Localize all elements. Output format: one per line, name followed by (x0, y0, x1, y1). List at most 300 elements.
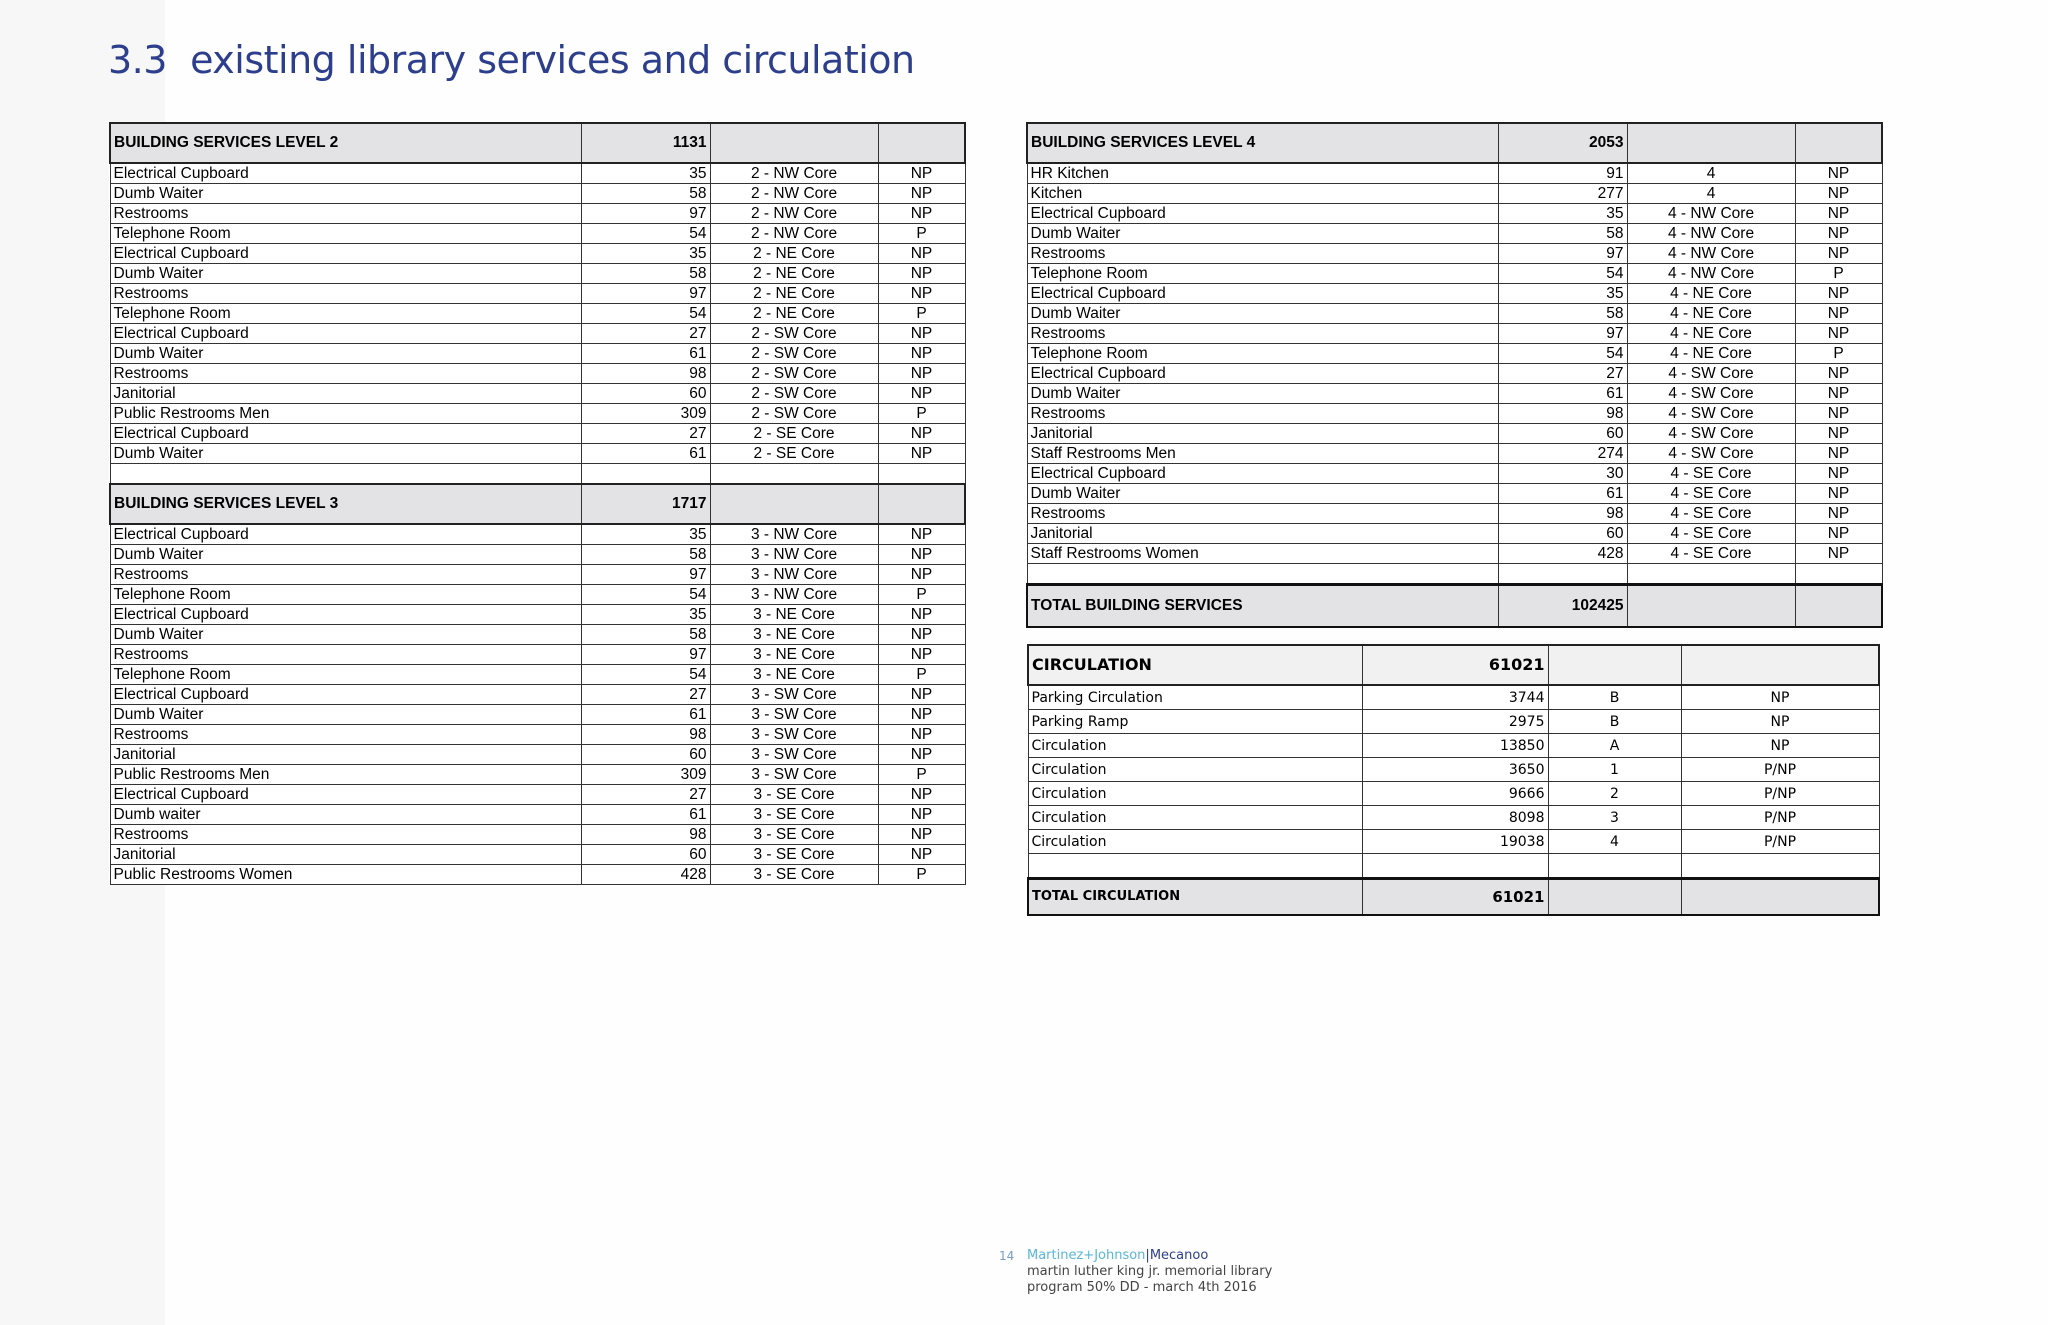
space-type: NP (1681, 685, 1879, 710)
table-row (110, 364, 965, 384)
table-row (1027, 224, 1882, 244)
space-type: NP (1795, 284, 1882, 304)
space-area: 61 (581, 344, 710, 364)
space-location: 4 - NE Core (1627, 344, 1795, 364)
space-location: B (1548, 685, 1681, 710)
space-name: Janitorial (110, 384, 581, 404)
empty-cell (1028, 854, 1362, 879)
space-name: Dumb Waiter (110, 264, 581, 284)
space-type: P (878, 765, 965, 785)
table-row (110, 685, 965, 705)
space-location: 3 - NE Core (710, 605, 878, 625)
space-type: NP (878, 324, 965, 344)
space-name: Dumb waiter (110, 805, 581, 825)
space-name: Restrooms (1027, 324, 1498, 344)
header-empty-cell (710, 123, 878, 163)
section-header-total: 1717 (581, 484, 710, 524)
space-name: Electrical Cupboard (1027, 364, 1498, 384)
space-location: 2 - NW Core (710, 163, 878, 184)
space-area: 35 (1498, 204, 1627, 224)
space-type: NP (1795, 244, 1882, 264)
space-name: Dumb Waiter (110, 705, 581, 725)
space-area: 60 (1498, 524, 1627, 544)
space-location: 3 - NW Core (710, 565, 878, 585)
space-location: 4 - NW Core (1627, 204, 1795, 224)
space-area: 61 (1498, 384, 1627, 404)
space-name: Staff Restrooms Men (1027, 444, 1498, 464)
blank-row (110, 464, 965, 485)
space-area: 91 (1498, 163, 1627, 184)
space-type: NP (1795, 324, 1882, 344)
space-type: NP (878, 725, 965, 745)
space-type: NP (878, 785, 965, 805)
section-header-row (1028, 645, 1879, 685)
empty-cell (581, 464, 710, 485)
empty-cell (1795, 564, 1882, 585)
total-value: 61021 (1362, 879, 1548, 916)
table-row (1027, 524, 1882, 544)
table-row (1027, 163, 1882, 184)
table-row (1028, 782, 1879, 806)
space-area: 58 (581, 184, 710, 204)
table-row (1027, 244, 1882, 264)
section-header-total: 61021 (1362, 645, 1548, 685)
space-type: NP (1795, 364, 1882, 384)
space-name: Circulation (1028, 782, 1362, 806)
space-name: Dumb Waiter (110, 545, 581, 565)
space-location: 3 - SE Core (710, 785, 878, 805)
empty-cell (1362, 854, 1548, 879)
space-name: Restrooms (110, 364, 581, 384)
space-area: 58 (1498, 304, 1627, 324)
building-services-left-body (110, 123, 965, 885)
circulation-body (1028, 645, 1879, 915)
table-row (110, 184, 965, 204)
space-name: Electrical Cupboard (110, 324, 581, 344)
space-area: 54 (581, 665, 710, 685)
space-location: 3 - SE Core (710, 805, 878, 825)
circulation-table (1027, 644, 1880, 916)
empty-cell (1498, 564, 1627, 585)
space-location: 4 - SW Core (1627, 444, 1795, 464)
space-type: NP (1795, 404, 1882, 424)
space-type: NP (878, 444, 965, 464)
table-row (1028, 710, 1879, 734)
space-area: 54 (1498, 264, 1627, 284)
space-area: 35 (581, 605, 710, 625)
space-location: 4 - SE Core (1627, 464, 1795, 484)
space-type: NP (1681, 710, 1879, 734)
space-type: NP (1795, 424, 1882, 444)
space-type: NP (878, 565, 965, 585)
space-name: Public Restrooms Women (110, 865, 581, 885)
space-area: 61 (581, 444, 710, 464)
table-row (110, 725, 965, 745)
space-area: 58 (581, 625, 710, 645)
space-location: 4 - NE Core (1627, 284, 1795, 304)
space-area: 27 (581, 424, 710, 444)
table-row (110, 524, 965, 545)
table-row (110, 765, 965, 785)
space-location: 2 - SW Core (710, 344, 878, 364)
empty-cell (1681, 854, 1879, 879)
space-location: 4 (1627, 163, 1795, 184)
table-row (110, 384, 965, 404)
total-empty-cell (1627, 585, 1795, 628)
building-services-left-table (109, 122, 966, 885)
space-area: 97 (581, 645, 710, 665)
space-area: 61 (581, 805, 710, 825)
space-area: 58 (581, 264, 710, 284)
space-area: 35 (581, 163, 710, 184)
space-location: 4 - SE Core (1627, 504, 1795, 524)
table-row (1027, 264, 1882, 284)
space-location: 4 - NE Core (1627, 324, 1795, 344)
table-row (110, 665, 965, 685)
space-name: Dumb Waiter (1027, 304, 1498, 324)
space-area: 54 (1498, 344, 1627, 364)
space-name: Circulation (1028, 734, 1362, 758)
space-location: 4 - SW Core (1627, 404, 1795, 424)
total-row (1027, 585, 1882, 628)
space-area: 97 (581, 284, 710, 304)
space-area: 98 (1498, 404, 1627, 424)
header-empty-cell (1795, 123, 1882, 163)
space-type: P (878, 665, 965, 685)
space-type: P/NP (1681, 782, 1879, 806)
space-name: Telephone Room (110, 665, 581, 685)
table-row (1027, 504, 1882, 524)
space-area: 8098 (1362, 806, 1548, 830)
table-row (1027, 484, 1882, 504)
space-type: NP (1681, 734, 1879, 758)
space-location: 2 - SW Core (710, 364, 878, 384)
space-name: Public Restrooms Men (110, 765, 581, 785)
section-header-total: 2053 (1498, 123, 1627, 163)
table-row (1027, 364, 1882, 384)
table-row (1027, 304, 1882, 324)
space-area: 35 (1498, 284, 1627, 304)
space-location: 3 - SW Core (710, 725, 878, 745)
space-location: 3 (1548, 806, 1681, 830)
brand-separator: | (1145, 1248, 1150, 1263)
space-area: 27 (581, 324, 710, 344)
space-type: NP (878, 264, 965, 284)
space-name: Electrical Cupboard (110, 424, 581, 444)
table-row (110, 545, 965, 565)
space-name: Dumb Waiter (1027, 224, 1498, 244)
space-location: 2 - NE Core (710, 244, 878, 264)
space-location: 3 - NW Core (710, 545, 878, 565)
space-area: 98 (581, 364, 710, 384)
table-row (1027, 424, 1882, 444)
table-row (110, 625, 965, 645)
space-name: Telephone Room (110, 585, 581, 605)
table-row (1028, 685, 1879, 710)
space-type: NP (1795, 484, 1882, 504)
space-type: NP (878, 805, 965, 825)
space-area: 428 (581, 865, 710, 885)
space-location: 2 - SW Core (710, 324, 878, 344)
table-row (1028, 734, 1879, 758)
space-location: 3 - SW Core (710, 745, 878, 765)
space-name: Restrooms (1027, 404, 1498, 424)
building-services-right-body (1027, 123, 1882, 627)
space-name: Electrical Cupboard (1027, 204, 1498, 224)
total-value: 102425 (1498, 585, 1627, 628)
empty-cell (110, 464, 581, 485)
section-header-total: 1131 (581, 123, 710, 163)
space-area: 19038 (1362, 830, 1548, 854)
space-type: NP (1795, 184, 1882, 204)
space-area: 35 (581, 244, 710, 264)
header-empty-cell (878, 484, 965, 524)
space-name: Dumb Waiter (110, 444, 581, 464)
space-name: Circulation (1028, 806, 1362, 830)
table-row (110, 605, 965, 625)
table-row (110, 444, 965, 464)
table-row (1027, 344, 1882, 364)
table-row (110, 785, 965, 805)
table-row (110, 805, 965, 825)
space-name: Circulation (1028, 758, 1362, 782)
header-empty-cell (1681, 645, 1879, 685)
space-type: P (1795, 344, 1882, 364)
table-row (110, 404, 965, 424)
space-area: 61 (581, 705, 710, 725)
space-area: 309 (581, 765, 710, 785)
space-type: NP (878, 364, 965, 384)
table-row (110, 224, 965, 244)
space-type: P (878, 865, 965, 885)
space-location: 4 - SW Core (1627, 364, 1795, 384)
space-location: B (1548, 710, 1681, 734)
table-row (1028, 758, 1879, 782)
space-type: NP (1795, 464, 1882, 484)
space-area: 27 (1498, 364, 1627, 384)
total-empty-cell (1548, 879, 1681, 916)
space-type: P (878, 404, 965, 424)
space-name: Electrical Cupboard (110, 524, 581, 545)
space-type: NP (878, 284, 965, 304)
table-row (110, 705, 965, 725)
space-area: 277 (1498, 184, 1627, 204)
space-type: P (878, 224, 965, 244)
space-name: HR Kitchen (1027, 163, 1498, 184)
space-area: 58 (1498, 224, 1627, 244)
space-name: Dumb Waiter (110, 344, 581, 364)
space-type: P/NP (1681, 830, 1879, 854)
space-name: Electrical Cupboard (110, 163, 581, 184)
space-name: Restrooms (110, 565, 581, 585)
space-type: NP (878, 184, 965, 204)
space-location: 3 - SW Core (710, 765, 878, 785)
space-area: 97 (1498, 244, 1627, 264)
space-area: 98 (581, 725, 710, 745)
space-type: NP (878, 244, 965, 264)
total-label: TOTAL BUILDING SERVICES (1027, 585, 1498, 628)
table-row (110, 304, 965, 324)
space-name: Telephone Room (110, 304, 581, 324)
space-type: NP (1795, 384, 1882, 404)
table-row (1027, 204, 1882, 224)
total-row (1028, 879, 1879, 916)
space-name: Parking Ramp (1028, 710, 1362, 734)
firm-name-a: Martinez+Johnson (1027, 1248, 1146, 1263)
table-row (1027, 184, 1882, 204)
space-location: 3 - NW Core (710, 524, 878, 545)
space-type: P/NP (1681, 806, 1879, 830)
space-area: 54 (581, 224, 710, 244)
space-type: P (878, 304, 965, 324)
header-empty-cell (1627, 123, 1795, 163)
space-name: Janitorial (110, 845, 581, 865)
empty-cell (1027, 564, 1498, 585)
space-name: Restrooms (110, 284, 581, 304)
table-row (110, 244, 965, 264)
space-area: 97 (1498, 324, 1627, 344)
space-location: 3 - SE Core (710, 845, 878, 865)
space-type: NP (878, 685, 965, 705)
header-empty-cell (1548, 645, 1681, 685)
table-row (110, 324, 965, 344)
footer-brand (1027, 1248, 1272, 1264)
space-location: 3 - SW Core (710, 705, 878, 725)
space-type: NP (878, 424, 965, 444)
space-type: NP (878, 845, 965, 865)
space-name: Circulation (1028, 830, 1362, 854)
space-type: P/NP (1681, 758, 1879, 782)
section-header-label: BUILDING SERVICES LEVEL 4 (1027, 123, 1498, 163)
space-area: 13850 (1362, 734, 1548, 758)
space-area: 98 (1498, 504, 1627, 524)
table-row (1028, 830, 1879, 854)
space-location: 3 - SW Core (710, 685, 878, 705)
footer-document: program 50% DD - march 4th 2016 (1027, 1280, 1257, 1295)
space-area: 98 (581, 825, 710, 845)
space-location: 4 - NW Core (1627, 244, 1795, 264)
space-name: Dumb Waiter (110, 184, 581, 204)
total-empty-cell (1795, 585, 1882, 628)
table-row (110, 163, 965, 184)
space-location: 2 - SE Core (710, 424, 878, 444)
header-empty-cell (878, 123, 965, 163)
space-type: NP (878, 204, 965, 224)
space-type: NP (1795, 224, 1882, 244)
space-type: NP (878, 705, 965, 725)
space-name: Dumb Waiter (110, 625, 581, 645)
space-type: NP (1795, 204, 1882, 224)
space-area: 27 (581, 785, 710, 805)
space-type: NP (1795, 544, 1882, 564)
space-location: 2 - SW Core (710, 404, 878, 424)
space-name: Telephone Room (1027, 344, 1498, 364)
space-area: 97 (581, 565, 710, 585)
space-location: 4 - SE Core (1627, 484, 1795, 504)
space-name: Restrooms (1027, 244, 1498, 264)
table-row (110, 585, 965, 605)
space-type: NP (878, 344, 965, 364)
section-header-row (110, 484, 965, 524)
space-name: Electrical Cupboard (1027, 284, 1498, 304)
space-area: 9666 (1362, 782, 1548, 806)
space-type: NP (878, 545, 965, 565)
table-row (1027, 384, 1882, 404)
space-location: 4 - SE Core (1627, 524, 1795, 544)
space-location: 3 - NE Core (710, 645, 878, 665)
table-row (1028, 806, 1879, 830)
section-header-label: CIRCULATION (1028, 645, 1362, 685)
space-name: Restrooms (110, 725, 581, 745)
space-name: Janitorial (110, 745, 581, 765)
space-name: Kitchen (1027, 184, 1498, 204)
empty-cell (1548, 854, 1681, 879)
table-row (1027, 324, 1882, 344)
space-area: 60 (1498, 424, 1627, 444)
space-type: NP (878, 645, 965, 665)
space-area: 27 (581, 685, 710, 705)
space-location: 4 (1627, 184, 1795, 204)
space-type: NP (878, 825, 965, 845)
space-name: Restrooms (1027, 504, 1498, 524)
space-area: 60 (581, 845, 710, 865)
empty-cell (710, 464, 878, 485)
table-row (1027, 284, 1882, 304)
space-location: 4 - NE Core (1627, 304, 1795, 324)
space-area: 61 (1498, 484, 1627, 504)
blank-row (1028, 854, 1879, 879)
empty-cell (878, 464, 965, 485)
space-location: 3 - NE Core (710, 665, 878, 685)
space-type: NP (878, 384, 965, 404)
space-location: 4 - SE Core (1627, 544, 1795, 564)
space-name: Dumb Waiter (1027, 484, 1498, 504)
table-row (1027, 544, 1882, 564)
space-name: Electrical Cupboard (110, 785, 581, 805)
space-type: NP (878, 524, 965, 545)
space-location: 3 - SE Core (710, 825, 878, 845)
table-row (110, 204, 965, 224)
space-type: NP (1795, 304, 1882, 324)
space-area: 58 (581, 545, 710, 565)
space-type: NP (1795, 444, 1882, 464)
table-row (110, 825, 965, 845)
section-header-label: BUILDING SERVICES LEVEL 3 (110, 484, 581, 524)
space-area: 60 (581, 384, 710, 404)
space-name: Electrical Cupboard (110, 244, 581, 264)
space-name: Restrooms (110, 825, 581, 845)
space-type: NP (1795, 163, 1882, 184)
space-type: P (1795, 264, 1882, 284)
table-row (110, 424, 965, 444)
space-area: 428 (1498, 544, 1627, 564)
section-header-row (110, 123, 965, 163)
table-row (1027, 444, 1882, 464)
total-empty-cell (1681, 879, 1879, 916)
space-name: Dumb Waiter (1027, 384, 1498, 404)
table-row (110, 565, 965, 585)
space-area: 97 (581, 204, 710, 224)
space-area: 54 (581, 585, 710, 605)
space-type: NP (878, 163, 965, 184)
space-location: 4 - NW Core (1627, 224, 1795, 244)
table-row (110, 845, 965, 865)
space-name: Restrooms (110, 645, 581, 665)
space-area: 60 (581, 745, 710, 765)
space-location: 1 (1548, 758, 1681, 782)
space-name: Electrical Cupboard (110, 685, 581, 705)
space-location: 4 - SW Core (1627, 424, 1795, 444)
